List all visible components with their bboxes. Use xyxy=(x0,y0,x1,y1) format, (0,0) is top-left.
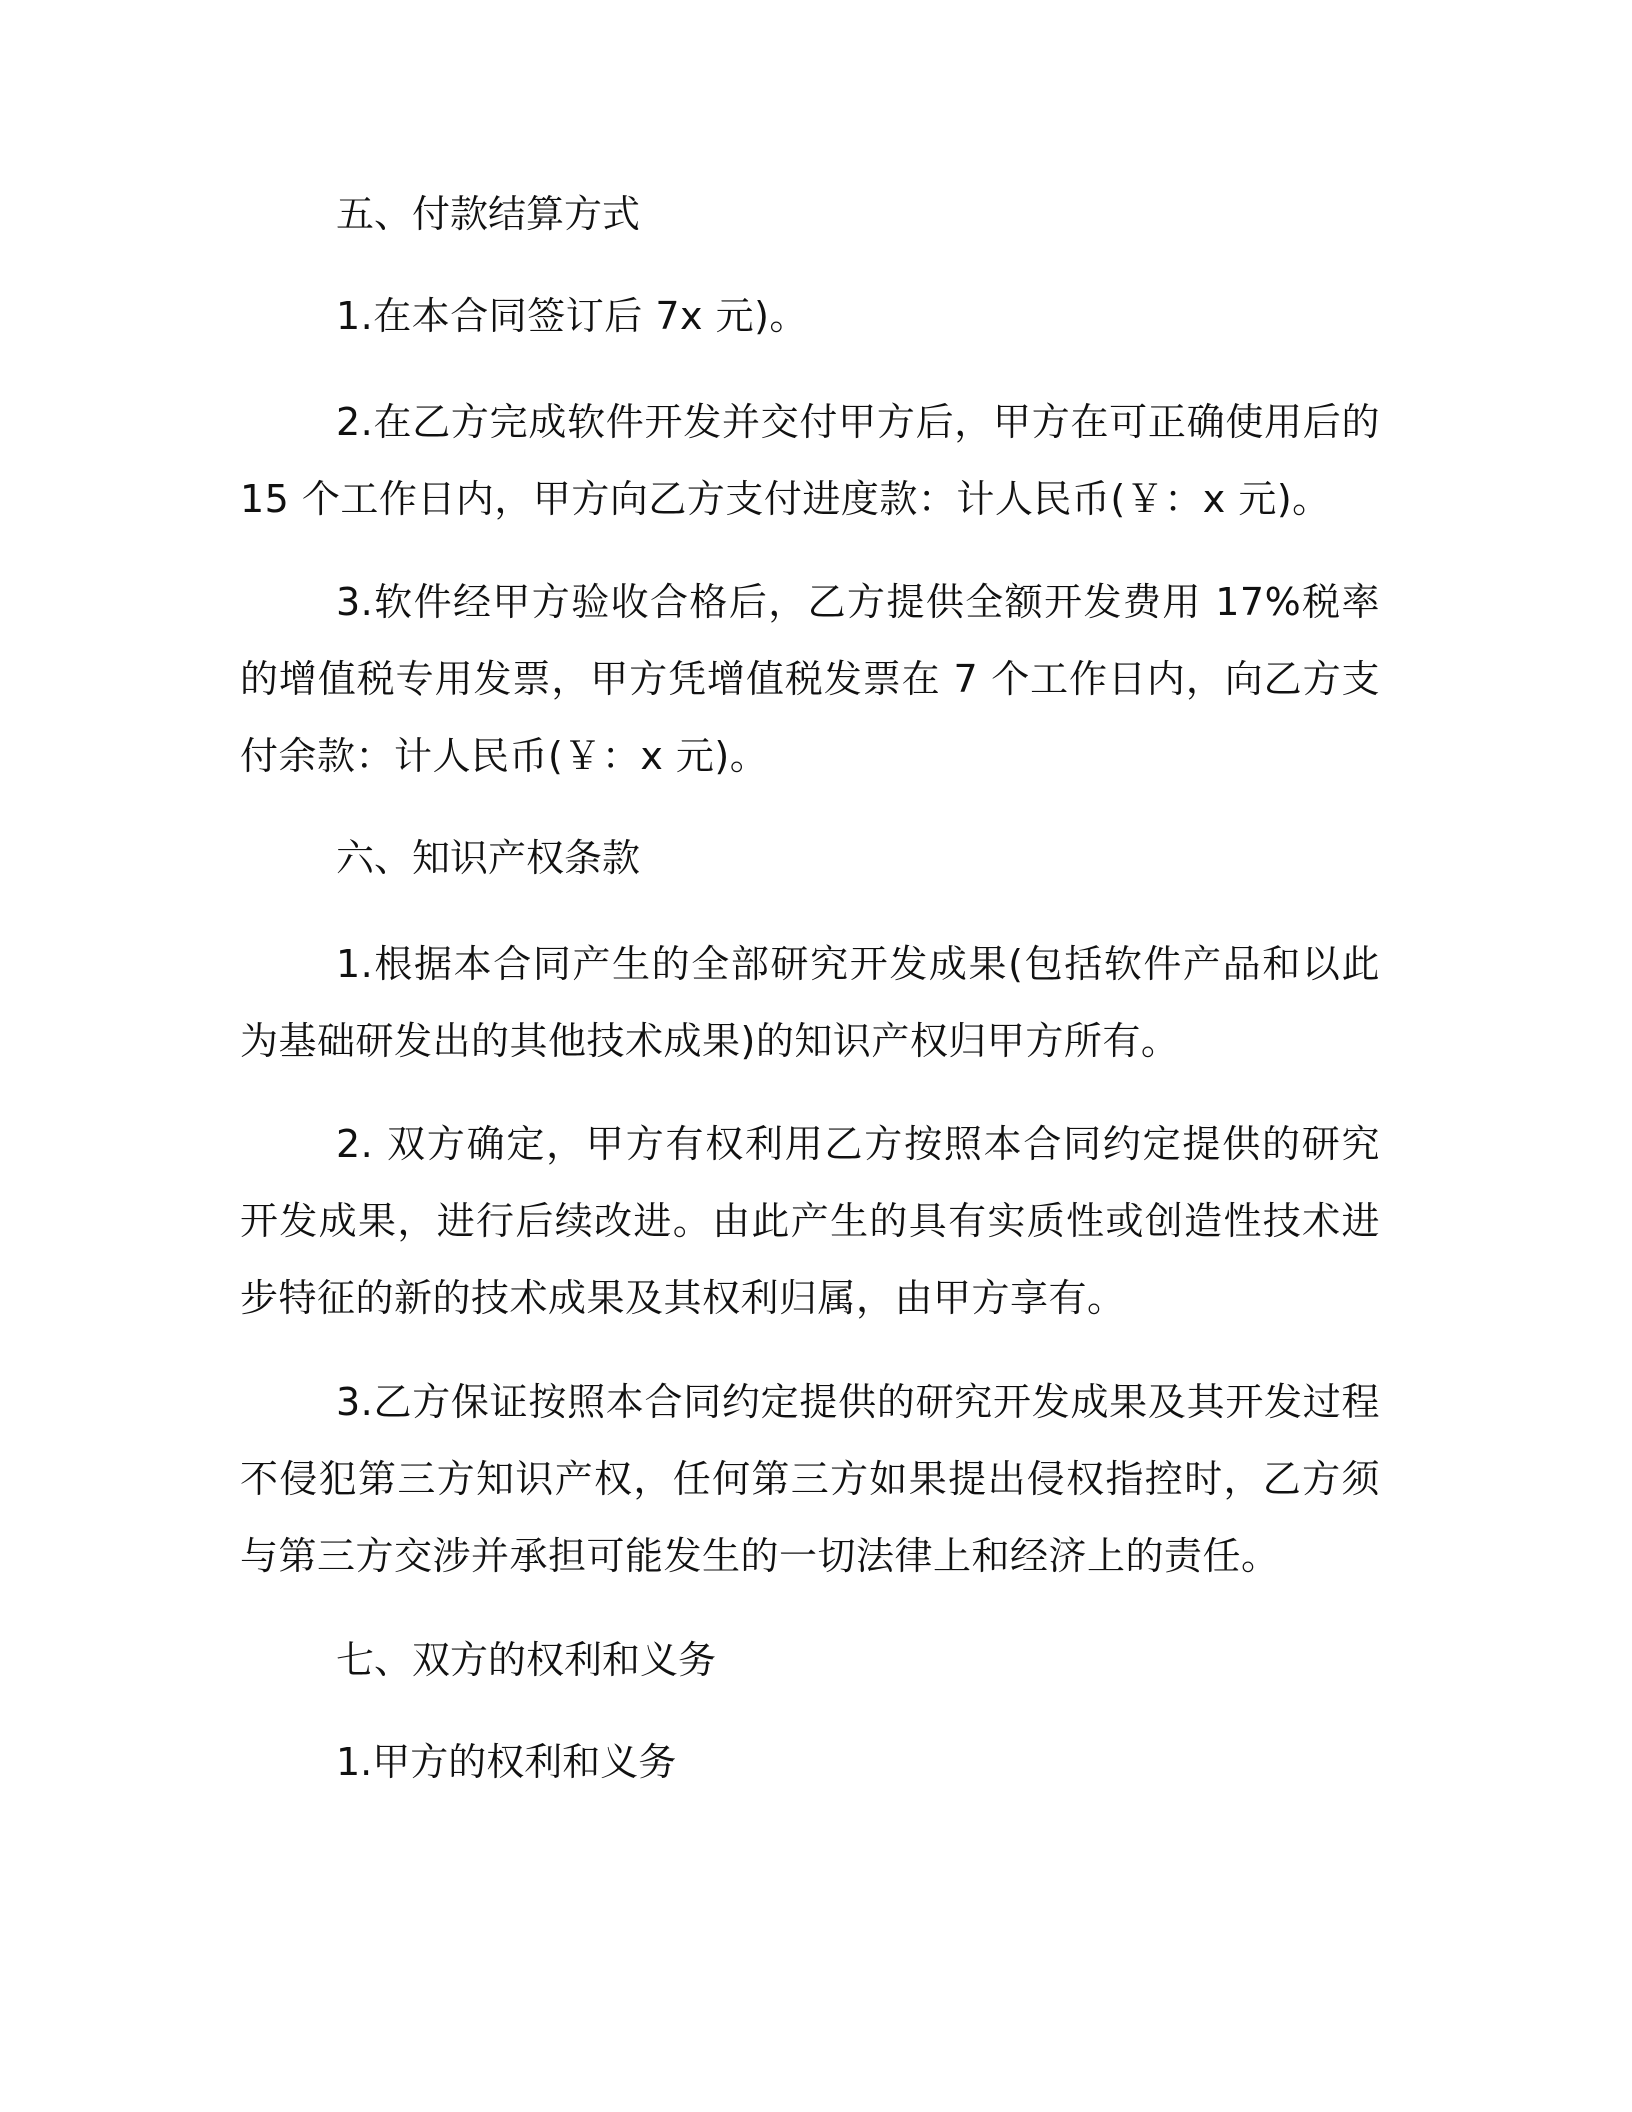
section-5-item-1: 1.在本合同签订后 7x 元)。 xyxy=(336,294,808,338)
section-6-item-3: 3.乙方保证按照本合同约定提供的研究开发成果及其开发过程不侵犯第三方知识产权，任何第三方如果提出侵权指控时，乙方须与第三方交涉并承担可能发生的一切法律上和经济上的责任。 xyxy=(240,1380,1380,1578)
section-5-heading: 五、付款结算方式 xyxy=(336,192,641,236)
section-7-item-1: 1.甲方的权利和义务 xyxy=(336,1740,677,1784)
section-5-item-3: 3.软件经甲方验收合格后，乙方提供全额开发费用 17%税率的增值税专用发票，甲方凭增值税发票在 7 个工作日内，向乙方支付余款：计人民币(￥：x 元)。 xyxy=(240,580,1380,778)
section-6-heading: 六、知识产权条款 xyxy=(336,836,641,880)
section-5-item-2: 2.在乙方完成软件开发并交付甲方后，甲方在可正确使用后的 15 个工作日内，甲方向乙方支付进度款：计人民币(￥：x 元)。 xyxy=(240,400,1380,521)
section-6-item-1: 1.根据本合同产生的全部研究开发成果(包括软件产品和以此为基础研发出的其他技术成果)的知识产权归甲方所有。 xyxy=(240,942,1380,1063)
section-6-item-2: 2. 双方确定，甲方有权利用乙方按照本合同约定提供的研究开发成果，进行后续改进。由此产生的具有实质性或创造性技术进步特征的新的技术成果及其权利归属，由甲方享有。 xyxy=(240,1122,1380,1320)
section-7-heading: 七、双方的权利和义务 xyxy=(336,1638,717,1682)
